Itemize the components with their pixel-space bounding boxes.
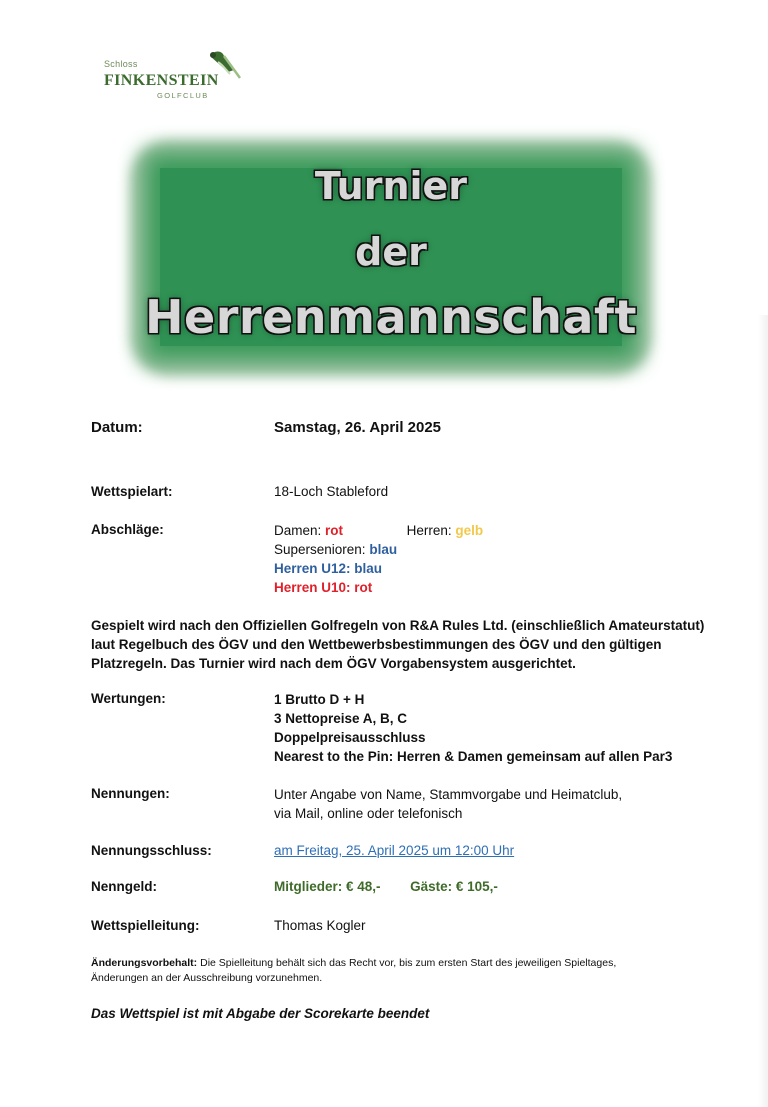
rules-line-2: laut Regelbuch des ÖGV und den Wettbewerbsbestimmungen des ÖGV und den gültigen (91, 637, 662, 652)
wertung-line-2: 3 Nettopreise A, B, C (274, 711, 408, 726)
nenngeld-gaeste: Gäste: € 105,- (410, 879, 498, 894)
nenngeld-mitglieder: Mitglieder: € 48,- (274, 879, 381, 894)
wettspielleitung-value: Thomas Kogler (274, 918, 366, 933)
herren-label: Herren: (406, 523, 452, 538)
nennungsschluss-label: Nennungsschluss: (91, 843, 212, 858)
datum-value: Samstag, 26. April 2025 (274, 419, 442, 436)
wertung-line-1: 1 Brutto D + H (274, 692, 365, 707)
nennungsschluss-link[interactable]: am Freitag, 25. April 2025 um 12:00 Uhr (274, 843, 515, 858)
wertung-line-3: Doppelpreisausschluss (274, 730, 426, 745)
damen-value: rot (325, 523, 344, 538)
wettspielleitung-label: Wettspielleitung: (91, 918, 200, 933)
banner-line-1: Turnier (314, 164, 468, 208)
nenngeld-label: Nenngeld: (91, 879, 157, 894)
damen-label: Damen: (274, 523, 322, 538)
logo-schloss-text: Schloss (104, 59, 138, 69)
rules-line-3: Platzregeln. Das Turnier wird nach dem ÖGV Vorgabensystem ausgerichtet. (91, 656, 576, 671)
wettspielart-label: Wettspielart: (91, 484, 173, 499)
page-edge-shadow (758, 315, 768, 1107)
bird-icon (204, 48, 244, 84)
datum-label: Datum: (91, 419, 143, 436)
vorbehalt-label: Änderungsvorbehalt: (91, 957, 198, 969)
abschlaege-values (274, 521, 483, 597)
wertung-line-4: Nearest to the Pin: Herren & Damen gemeinsam auf allen Par3 (274, 749, 673, 764)
rules-line-1: Gespielt wird nach den Offiziellen Golfregeln von R&A Rules Ltd. (einschließlich Amateurstatut) (91, 618, 705, 633)
logo-golfclub-text: GOLFCLUB (157, 91, 209, 100)
nennungen-label: Nennungen: (91, 786, 170, 801)
supersenioren-label: Supersenioren: (274, 542, 366, 557)
herren-value: gelb (455, 523, 484, 538)
banner-line-2: der (355, 230, 427, 274)
nennungen-line-1: Unter Angabe von Name, Stammvorgabe und Heimatclub, (274, 787, 623, 802)
wertungen-label: Wertungen: (91, 691, 166, 706)
banner-line-3: Herrenmannschaft (145, 290, 637, 344)
vorbehalt-line-2: Änderungen an der Ausschreibung vorzunehmen. (91, 972, 323, 984)
logo-finkenstein-text: FINKENSTEIN (104, 72, 219, 89)
nennungen-line-2: via Mail, online oder telefonisch (274, 806, 463, 821)
u10-tees: Herren U10: rot (274, 580, 373, 595)
aenderungsvorbehalt-note (91, 956, 711, 986)
u12-tees: Herren U12: blau (274, 561, 383, 576)
abschlaege-line-2 (274, 540, 483, 559)
rules-paragraph (91, 616, 721, 673)
wettspielart-value: 18-Loch Stableford (274, 484, 389, 499)
nennungen-values (274, 785, 622, 823)
club-logo (104, 48, 244, 104)
abschlaege-line-1 (274, 521, 483, 540)
supersenioren-value: blau (369, 542, 398, 557)
nenngeld-values (274, 879, 498, 894)
vorbehalt-line-1: Die Spielleitung behält sich das Recht vor, bis zum ersten Start des jeweiligen Spieltages, (197, 957, 617, 969)
closing-statement: Das Wettspiel ist mit Abgabe der Scorekarte beendet (91, 1006, 430, 1021)
abschlaege-label: Abschläge: (91, 522, 164, 537)
wertungen-values (274, 690, 672, 766)
